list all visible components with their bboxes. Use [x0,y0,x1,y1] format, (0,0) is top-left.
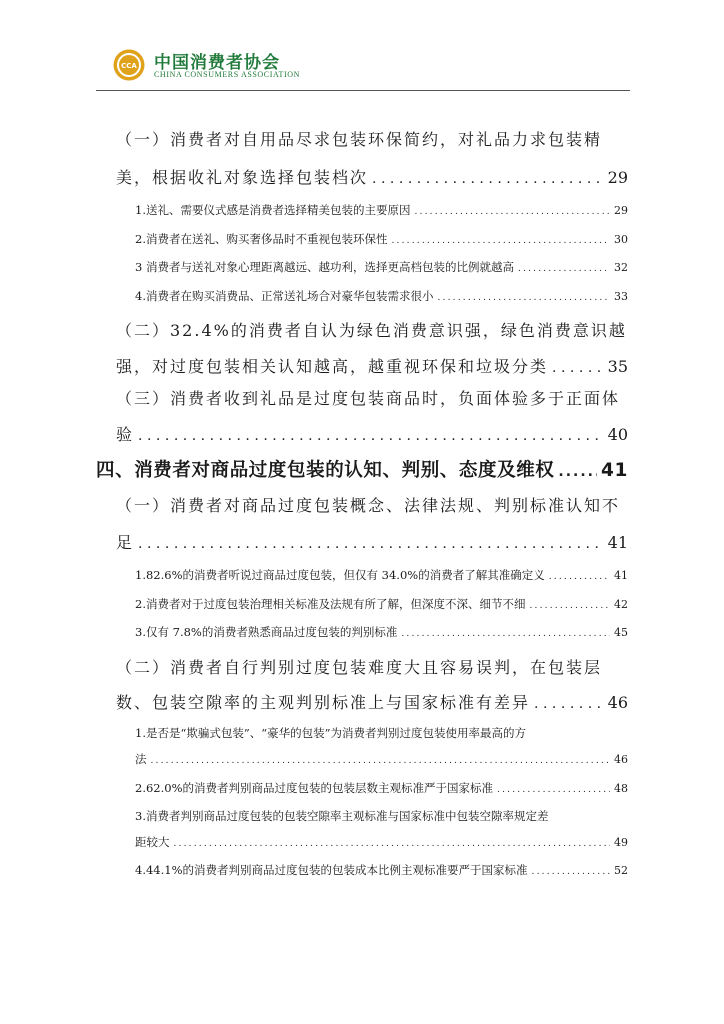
header-divider [96,90,630,91]
toc-entry-text: 4.44.1%的消费者判别商品过度包装的包装成本比例主观标准要严于国家标准 [135,863,528,877]
dot-leader [549,572,610,582]
toc-chapter-title: 四、消费者对商品过度包装的认知、判别、态度及维权 [96,460,555,481]
org-name-cn: 中国消费者协会 [154,53,280,73]
dot-leader [174,839,611,849]
dot-leader [437,293,610,303]
toc-entry-text: 强，对过度包装相关认知越高，越重视环保和垃圾分类 [116,357,549,376]
dot-leader [552,360,604,376]
toc-entry-text: 3 消费者与送礼对象心理距离越远、越功利，选择更高档包装的比例就越高 [135,260,514,274]
dot-leader [529,601,610,611]
toc-entry[interactable] [135,624,628,640]
dot-leader [138,536,604,552]
page-number: 29 [607,168,628,187]
page-number: 41 [601,460,628,481]
toc-entry[interactable] [135,259,628,275]
page-number: 41 [614,569,628,582]
page-number: 48 [614,782,628,795]
page-number: 33 [614,290,628,303]
toc-entry[interactable] [135,751,628,767]
toc-entry-text: 2.62.0%的消费者判别商品过度包装的包装层数主观标准严于国家标准 [135,781,494,795]
toc-entry-text: 足 [116,533,135,552]
cca-logo-icon [112,48,146,82]
dot-leader [558,464,597,480]
toc-entry-text: （三）消费者收到礼品是过度包装商品时，负面体验多于正面体 [116,389,621,408]
page-number: 42 [614,598,628,611]
toc-entry[interactable] [135,862,628,878]
toc-entry[interactable] [135,834,628,850]
page-number: 45 [614,626,628,639]
toc-entry-text: 1.82.6%的消费者听说过商品过度包装，但仅有 34.0%的消费者了解其准确定义 [135,568,545,582]
page-number: 46 [607,693,628,712]
page-number: 29 [614,204,628,217]
dot-leader [391,236,610,246]
toc-entry-text: （一）消费者对商品过度包装概念、法律法规、判别标准认知不 [116,496,621,515]
toc-entry-text: 1.送礼、需要仪式感是消费者选择精美包装的主要原因 [135,203,411,217]
toc-entry-text: 数、包装空隙率的主观判别标准上与国家标准有差异 [116,693,531,712]
toc-entry[interactable] [116,530,628,553]
toc-entry[interactable] [116,165,628,188]
toc-entry[interactable] [135,780,628,796]
toc-entry[interactable] [135,567,628,583]
toc-entry-text: （二）消费者自行判别过度包装难度大且容易误判，在包装层 [116,658,603,677]
toc-entry-text: （一）消费者对自用品尽求包装环保简约，对礼品力求包装精 [116,130,603,149]
page-number: 40 [607,425,628,444]
dot-leader [497,785,610,795]
toc-entry-text: 2.消费者在送礼、购买奢侈品时不重视包装环保性 [135,232,388,246]
toc-entry[interactable] [135,596,628,612]
page-number: 41 [607,533,628,552]
toc-entry[interactable] [135,202,628,218]
toc-entry-text: 2.消费者对于过度包装治理相关标准及法规有所了解，但深度不深、细节不细 [135,597,526,611]
toc-entry-text: 距较大 [135,835,170,849]
page-number: 49 [614,836,628,849]
dot-leader [401,629,610,639]
page-number: 46 [614,753,628,766]
org-name-en: CHINA CONSUMERS ASSOCIATION [154,70,301,79]
page-number: 30 [614,233,628,246]
toc-entry-text: 3.仅有 7.8%的消费者熟悉商品过度包装的判别标准 [135,625,398,639]
toc-entry[interactable] [116,354,628,377]
toc-entry-text: 1.是否是“欺骗式包装”、“豪华的包装”为消费者判别过度包装使用率最高的方 [135,726,526,740]
toc-chapter-entry[interactable] [96,456,628,482]
toc-entry[interactable] [135,288,628,304]
toc-entry-text: 法 [135,752,147,766]
toc-entry-text: （二）32.4%的消费者自认为绿色消费意识强，绿色消费意识越 [116,321,627,340]
dot-leader [138,428,604,444]
dot-leader [414,207,610,217]
logo-lettering: CCA [121,62,137,70]
page-number: 52 [614,864,628,877]
toc-entry[interactable] [135,231,628,247]
toc-entry-text: 4.消费者在购买消费品、正常送礼场合对豪华包装需求很小 [135,289,434,303]
dot-leader [372,171,604,187]
toc-entry[interactable] [116,422,628,445]
toc-entry[interactable] [116,690,628,713]
toc-entry-text: 美，根据收礼对象选择包装档次 [116,168,369,187]
page-number: 32 [614,261,628,274]
dot-leader [518,264,610,274]
toc-entry-text: 验 [116,425,135,444]
page-number: 35 [607,357,628,376]
toc-entry-text: 3.消费者判别商品过度包装的包装空隙率主观标准与国家标准中包装空隙率规定差 [135,809,549,823]
page-header [112,46,632,88]
dot-leader [534,696,604,712]
dot-leader [151,756,611,766]
dot-leader [532,867,610,877]
